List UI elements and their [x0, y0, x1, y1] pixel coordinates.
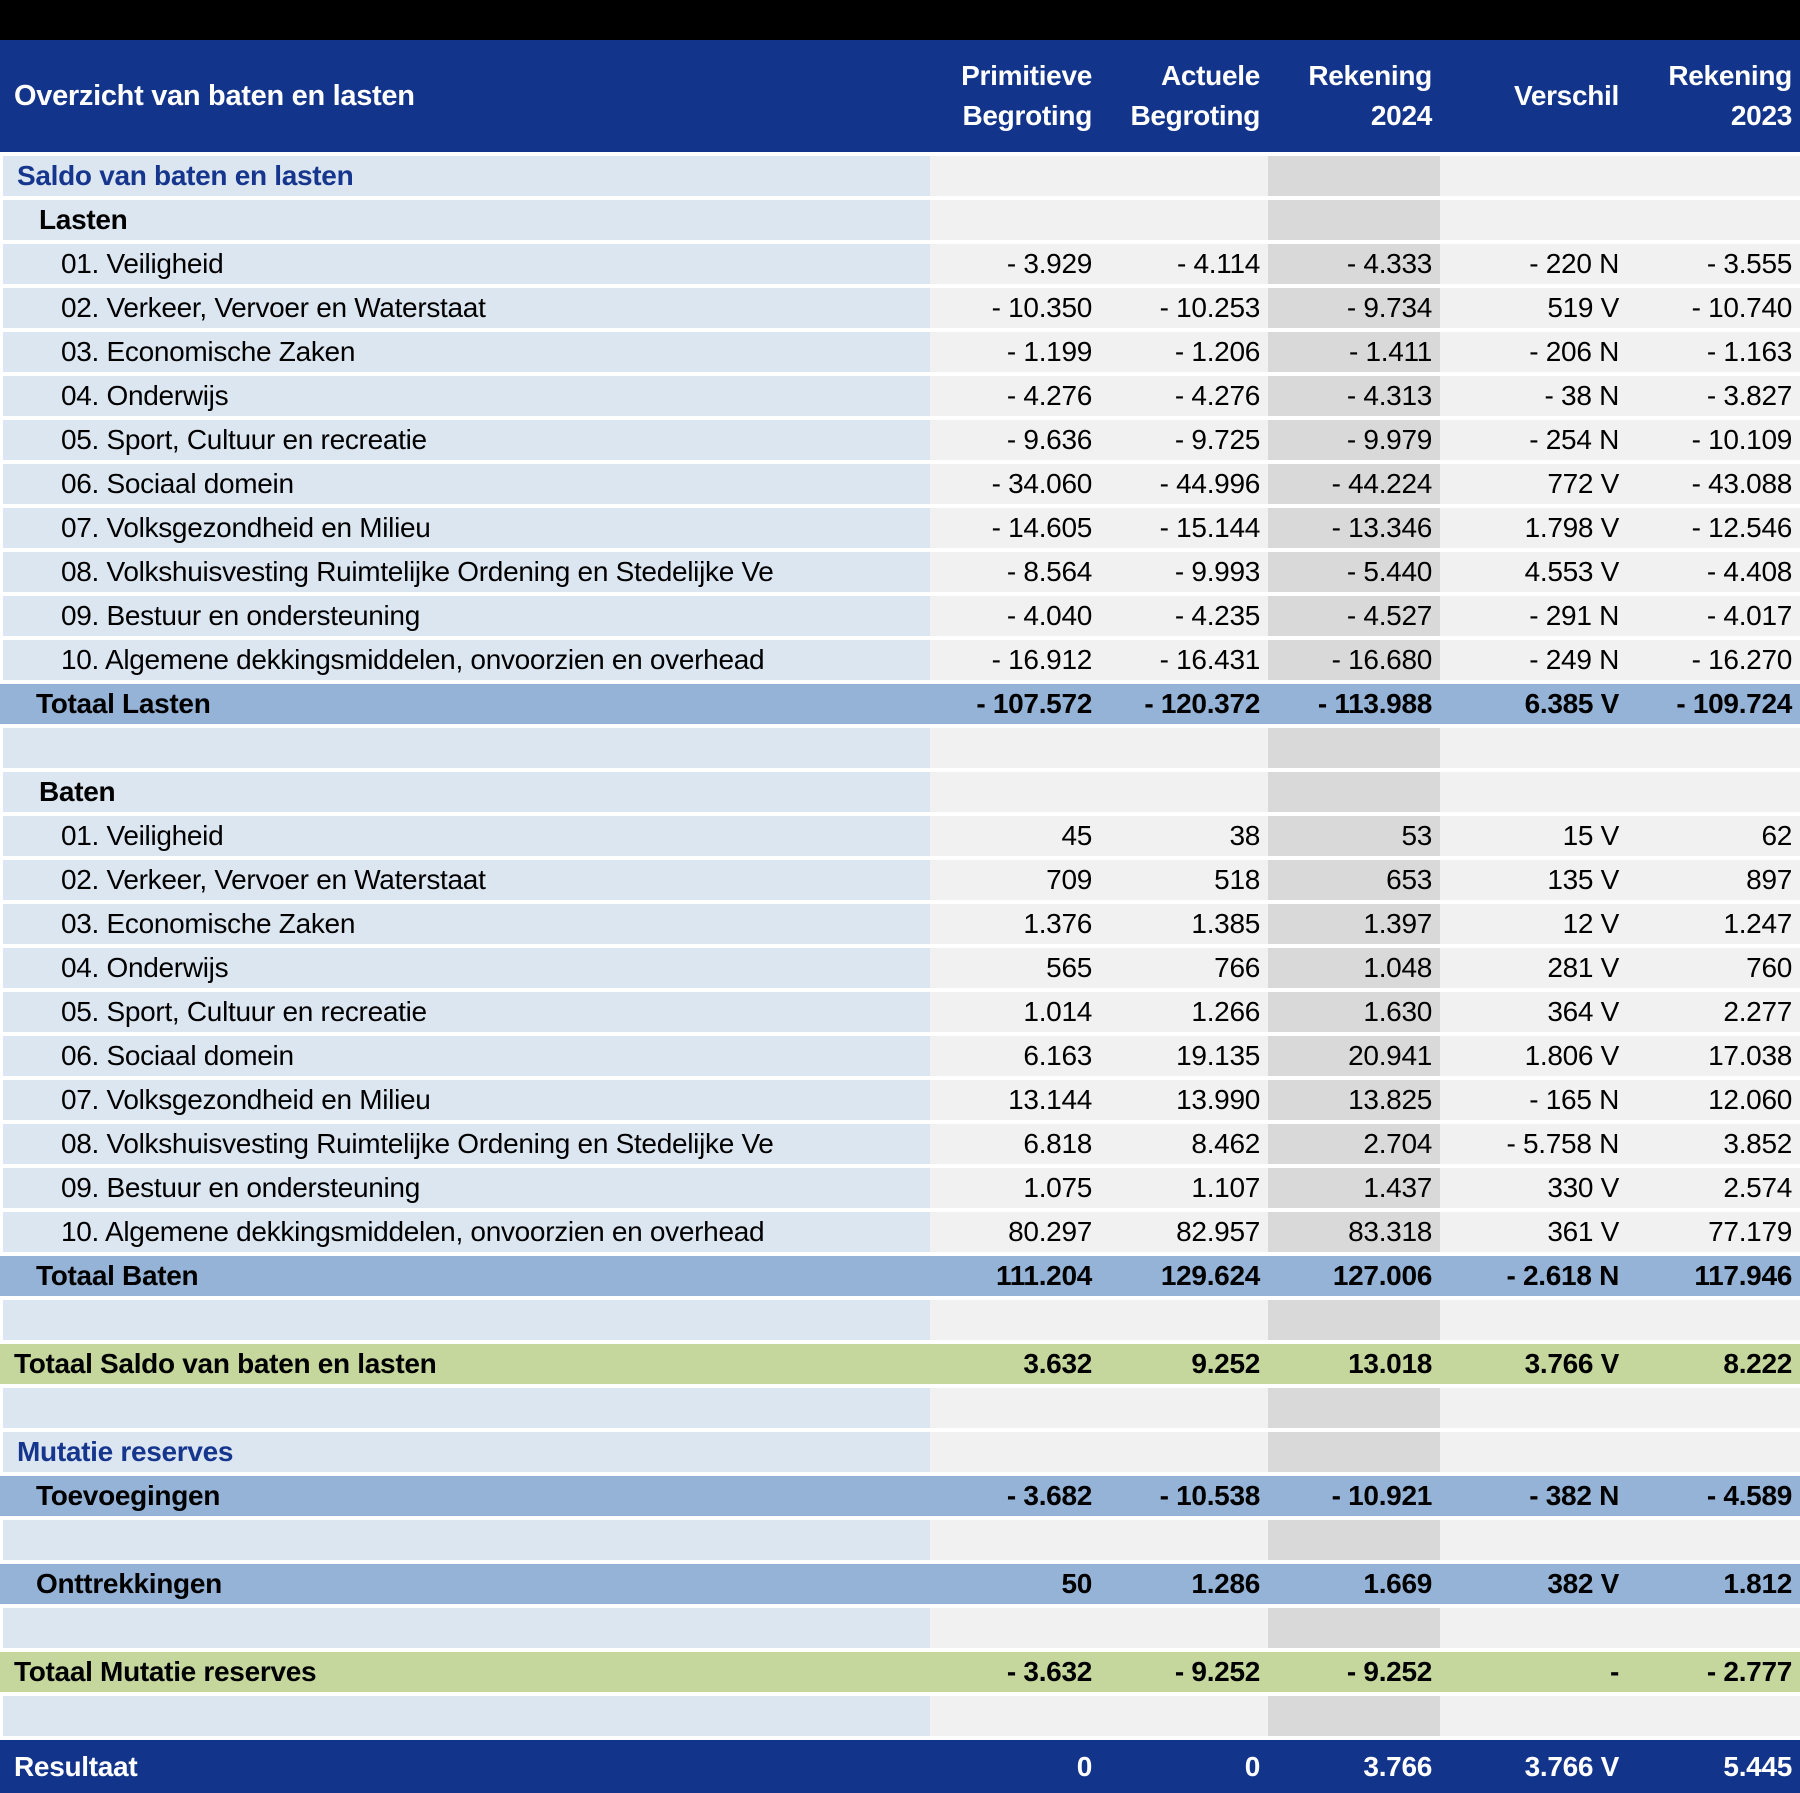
cell-actuele-begroting: 1.107 [1100, 1168, 1268, 1208]
table-row [0, 948, 1800, 988]
cell-rekening-2024 [1268, 1388, 1440, 1428]
cell-primitieve-begroting [930, 1388, 1100, 1428]
cell-verschil [1440, 1520, 1635, 1560]
cell-primitieve-begroting [930, 772, 1100, 812]
cell-verschil: - [1440, 1652, 1635, 1692]
cell-primitieve-begroting: 80.297 [930, 1212, 1100, 1252]
cell-verschil: 772 V [1440, 464, 1635, 504]
cell-actuele-begroting [1100, 1432, 1268, 1472]
cell-verschil: 6.385 V [1440, 684, 1635, 724]
cell-primitieve-begroting: - 4.040 [930, 596, 1100, 636]
table-body [0, 152, 1800, 1793]
column-header-line: 2023 [1730, 100, 1792, 131]
table-row [0, 1168, 1800, 1208]
cell-rekening-2024: 1.048 [1268, 948, 1440, 988]
cell-rekening-2023: - 2.777 [1635, 1652, 1800, 1692]
cell-rekening-2023 [1635, 1388, 1800, 1428]
cell-actuele-begroting: 1.286 [1100, 1564, 1268, 1604]
row-label: 10. Algemene dekkingsmiddelen, onvoorzien en overhead [0, 1212, 930, 1252]
cell-rekening-2023: - 4.017 [1635, 596, 1800, 636]
row-label: 07. Volksgezondheid en Milieu [0, 1080, 930, 1120]
table-row [0, 508, 1800, 548]
cell-rekening-2023: 1.247 [1635, 904, 1800, 944]
cell-verschil [1440, 1388, 1635, 1428]
cell-primitieve-begroting: 6.818 [930, 1124, 1100, 1164]
cell-actuele-begroting: 19.135 [1100, 1036, 1268, 1076]
cell-rekening-2023: 17.038 [1635, 1036, 1800, 1076]
cell-verschil [1440, 156, 1635, 196]
cell-actuele-begroting: - 1.206 [1100, 332, 1268, 372]
row-label: 10. Algemene dekkingsmiddelen, onvoorzien en overhead [0, 640, 930, 680]
cell-primitieve-begroting: 13.144 [930, 1080, 1100, 1120]
row-label: Resultaat [0, 1740, 930, 1793]
section-row [0, 156, 1800, 196]
row-label: 06. Sociaal domein [0, 464, 930, 504]
cell-rekening-2023: 760 [1635, 948, 1800, 988]
row-label: 02. Verkeer, Vervoer en Waterstaat [0, 288, 930, 328]
cell-verschil: - 254 N [1440, 420, 1635, 460]
column-header-line: 2024 [1370, 100, 1432, 131]
row-label [0, 1300, 930, 1340]
table-row [0, 816, 1800, 856]
total-row [0, 1256, 1800, 1296]
row-label [0, 728, 930, 768]
cell-verschil [1440, 1432, 1635, 1472]
cell-rekening-2024: - 4.333 [1268, 244, 1440, 284]
cell-rekening-2023 [1635, 1520, 1800, 1560]
cell-rekening-2024: 653 [1268, 860, 1440, 900]
cell-rekening-2023: - 12.546 [1635, 508, 1800, 548]
cell-verschil: - 2.618 N [1440, 1256, 1635, 1296]
cell-primitieve-begroting [930, 1432, 1100, 1472]
cell-rekening-2023: - 4.589 [1635, 1476, 1800, 1516]
cell-rekening-2024: 13.018 [1268, 1344, 1440, 1384]
cell-actuele-begroting: 9.252 [1100, 1344, 1268, 1384]
cell-rekening-2023: 62 [1635, 816, 1800, 856]
subsection-row [0, 200, 1800, 240]
column-header-line: Actuele [1160, 60, 1260, 91]
row-label: 01. Veiligheid [0, 244, 930, 284]
cell-rekening-2024 [1268, 1432, 1440, 1472]
table-row [0, 288, 1800, 328]
cell-actuele-begroting [1100, 1300, 1268, 1340]
column-header-rekening-2023 [1635, 40, 1800, 152]
row-label: 01. Veiligheid [0, 816, 930, 856]
row-label: 04. Onderwijs [0, 376, 930, 416]
cell-actuele-begroting: 766 [1100, 948, 1268, 988]
cell-rekening-2024 [1268, 156, 1440, 196]
table-row [0, 332, 1800, 372]
cell-verschil [1440, 1300, 1635, 1340]
cell-rekening-2023 [1635, 772, 1800, 812]
total-row [0, 1476, 1800, 1516]
top-black-bar [0, 0, 1800, 40]
cell-primitieve-begroting [930, 200, 1100, 240]
cell-rekening-2024 [1268, 1300, 1440, 1340]
cell-rekening-2024: 1.437 [1268, 1168, 1440, 1208]
cell-rekening-2024: 2.704 [1268, 1124, 1440, 1164]
cell-primitieve-begroting: - 9.636 [930, 420, 1100, 460]
row-label: 05. Sport, Cultuur en recreatie [0, 420, 930, 460]
row-label: Totaal Lasten [0, 684, 930, 724]
cell-primitieve-begroting: - 34.060 [930, 464, 1100, 504]
cell-actuele-begroting [1100, 772, 1268, 812]
column-header-verschil [1440, 40, 1635, 152]
row-label: Lasten [0, 200, 930, 240]
cell-primitieve-begroting: - 3.682 [930, 1476, 1100, 1516]
cell-actuele-begroting [1100, 200, 1268, 240]
column-header-line: Verschil [1513, 80, 1619, 111]
cell-primitieve-begroting: 0 [930, 1740, 1100, 1793]
row-label: Totaal Baten [0, 1256, 930, 1296]
cell-rekening-2023: - 43.088 [1635, 464, 1800, 504]
cell-actuele-begroting: - 44.996 [1100, 464, 1268, 504]
cell-actuele-begroting: 0 [1100, 1740, 1268, 1793]
cell-primitieve-begroting: - 3.632 [930, 1652, 1100, 1692]
cell-primitieve-begroting: - 8.564 [930, 552, 1100, 592]
cell-rekening-2023 [1635, 728, 1800, 768]
table-row [0, 1036, 1800, 1076]
column-header-line: Begroting [1130, 100, 1260, 131]
cell-actuele-begroting: 129.624 [1100, 1256, 1268, 1296]
cell-actuele-begroting: 38 [1100, 816, 1268, 856]
cell-rekening-2024: 1.397 [1268, 904, 1440, 944]
cell-verschil: - 382 N [1440, 1476, 1635, 1516]
cell-actuele-begroting [1100, 156, 1268, 196]
cell-verschil: 382 V [1440, 1564, 1635, 1604]
cell-rekening-2024: - 4.313 [1268, 376, 1440, 416]
cell-verschil: - 5.758 N [1440, 1124, 1635, 1164]
cell-primitieve-begroting [930, 1608, 1100, 1648]
row-label [0, 1696, 930, 1736]
cell-verschil: - 206 N [1440, 332, 1635, 372]
cell-actuele-begroting: - 9.252 [1100, 1652, 1268, 1692]
column-header-line: Begroting [962, 100, 1092, 131]
row-label: Baten [0, 772, 930, 812]
cell-rekening-2023: - 10.109 [1635, 420, 1800, 460]
row-label: 07. Volksgezondheid en Milieu [0, 508, 930, 548]
row-label: 05. Sport, Cultuur en recreatie [0, 992, 930, 1032]
row-label [0, 1608, 930, 1648]
row-label: 04. Onderwijs [0, 948, 930, 988]
cell-rekening-2023: 12.060 [1635, 1080, 1800, 1120]
cell-primitieve-begroting: 565 [930, 948, 1100, 988]
cell-rekening-2023 [1635, 200, 1800, 240]
cell-verschil [1440, 728, 1635, 768]
row-label: Toevoegingen [0, 1476, 930, 1516]
cell-verschil: 1.798 V [1440, 508, 1635, 548]
cell-rekening-2023: 1.812 [1635, 1564, 1800, 1604]
cell-actuele-begroting: 82.957 [1100, 1212, 1268, 1252]
cell-rekening-2024: 20.941 [1268, 1036, 1440, 1076]
cell-actuele-begroting [1100, 728, 1268, 768]
cell-primitieve-begroting [930, 728, 1100, 768]
cell-verschil: 519 V [1440, 288, 1635, 328]
cell-rekening-2024: - 44.224 [1268, 464, 1440, 504]
page-title: Overzicht van baten en lasten [14, 79, 415, 112]
cell-verschil: 281 V [1440, 948, 1635, 988]
table-row [0, 1080, 1800, 1120]
table-row [0, 596, 1800, 636]
cell-rekening-2024: - 113.988 [1268, 684, 1440, 724]
cell-rekening-2024: - 1.411 [1268, 332, 1440, 372]
table-row [0, 464, 1800, 504]
cell-rekening-2024: - 5.440 [1268, 552, 1440, 592]
cell-primitieve-begroting: - 1.199 [930, 332, 1100, 372]
cell-primitieve-begroting [930, 1300, 1100, 1340]
cell-actuele-begroting: - 9.725 [1100, 420, 1268, 460]
row-label: 03. Economische Zaken [0, 332, 930, 372]
row-label: 09. Bestuur en ondersteuning [0, 1168, 930, 1208]
cell-actuele-begroting: - 4.276 [1100, 376, 1268, 416]
cell-rekening-2023: 77.179 [1635, 1212, 1800, 1252]
cell-verschil [1440, 772, 1635, 812]
spacer-row [0, 1388, 1800, 1428]
cell-primitieve-begroting: - 4.276 [930, 376, 1100, 416]
cell-verschil: 15 V [1440, 816, 1635, 856]
table-row [0, 1212, 1800, 1252]
cell-primitieve-begroting: 1.075 [930, 1168, 1100, 1208]
cell-rekening-2023: - 10.740 [1635, 288, 1800, 328]
cell-rekening-2024: 3.766 [1268, 1740, 1440, 1793]
spacer-row [0, 1520, 1800, 1560]
cell-primitieve-begroting: - 107.572 [930, 684, 1100, 724]
cell-verschil: 364 V [1440, 992, 1635, 1032]
cell-primitieve-begroting: 709 [930, 860, 1100, 900]
cell-rekening-2024 [1268, 1608, 1440, 1648]
spacer-row [0, 1696, 1800, 1736]
row-label: Onttrekkingen [0, 1564, 930, 1604]
table-header-row [0, 40, 1800, 152]
cell-rekening-2024: 1.630 [1268, 992, 1440, 1032]
table-row [0, 1124, 1800, 1164]
cell-primitieve-begroting: - 10.350 [930, 288, 1100, 328]
cell-verschil: 1.806 V [1440, 1036, 1635, 1076]
cell-rekening-2023: - 4.408 [1635, 552, 1800, 592]
cell-rekening-2024: 83.318 [1268, 1212, 1440, 1252]
cell-rekening-2023: 2.277 [1635, 992, 1800, 1032]
cell-actuele-begroting: 518 [1100, 860, 1268, 900]
spacer-row [0, 728, 1800, 768]
cell-rekening-2023 [1635, 1608, 1800, 1648]
column-header-line: Rekening [1668, 60, 1792, 91]
subsection-row [0, 772, 1800, 812]
row-label: 02. Verkeer, Vervoer en Waterstaat [0, 860, 930, 900]
cell-rekening-2023 [1635, 156, 1800, 196]
cell-actuele-begroting: - 4.114 [1100, 244, 1268, 284]
result-row [0, 1740, 1800, 1793]
cell-rekening-2023: 8.222 [1635, 1344, 1800, 1384]
row-label: 03. Economische Zaken [0, 904, 930, 944]
cell-actuele-begroting [1100, 1520, 1268, 1560]
grand-total-row [0, 1652, 1800, 1692]
cell-verschil: 4.553 V [1440, 552, 1635, 592]
cell-actuele-begroting: 8.462 [1100, 1124, 1268, 1164]
cell-primitieve-begroting: 111.204 [930, 1256, 1100, 1296]
cell-rekening-2023: - 1.163 [1635, 332, 1800, 372]
cell-primitieve-begroting: 45 [930, 816, 1100, 856]
cell-rekening-2024: 1.669 [1268, 1564, 1440, 1604]
column-header-line: Rekening [1308, 60, 1432, 91]
total-row [0, 684, 1800, 724]
table-row [0, 904, 1800, 944]
cell-verschil: - 38 N [1440, 376, 1635, 416]
cell-rekening-2024: 53 [1268, 816, 1440, 856]
cell-primitieve-begroting [930, 156, 1100, 196]
cell-rekening-2024: - 13.346 [1268, 508, 1440, 548]
table-row [0, 860, 1800, 900]
cell-rekening-2024 [1268, 728, 1440, 768]
cell-rekening-2024: 127.006 [1268, 1256, 1440, 1296]
cell-actuele-begroting: 1.385 [1100, 904, 1268, 944]
cell-verschil [1440, 1608, 1635, 1648]
cell-rekening-2023: 3.852 [1635, 1124, 1800, 1164]
cell-actuele-begroting: - 10.538 [1100, 1476, 1268, 1516]
cell-rekening-2024: - 10.921 [1268, 1476, 1440, 1516]
cell-primitieve-begroting: - 14.605 [930, 508, 1100, 548]
cell-verschil: - 291 N [1440, 596, 1635, 636]
table-row [0, 640, 1800, 680]
cell-verschil: 330 V [1440, 1168, 1635, 1208]
cell-rekening-2024: - 16.680 [1268, 640, 1440, 680]
row-label: 08. Volkshuisvesting Ruimtelijke Ordening en Stedelijke Ve [0, 1124, 930, 1164]
section-row [0, 1432, 1800, 1472]
cell-rekening-2023: - 3.827 [1635, 376, 1800, 416]
cell-actuele-begroting: - 4.235 [1100, 596, 1268, 636]
cell-primitieve-begroting: 1.376 [930, 904, 1100, 944]
spacer-row [0, 1608, 1800, 1648]
cell-rekening-2023: 897 [1635, 860, 1800, 900]
cell-rekening-2023: - 3.555 [1635, 244, 1800, 284]
table-row [0, 552, 1800, 592]
cell-rekening-2024: - 4.527 [1268, 596, 1440, 636]
cell-verschil: 3.766 V [1440, 1344, 1635, 1384]
row-label: Mutatie reserves [0, 1432, 930, 1472]
cell-primitieve-begroting: 6.163 [930, 1036, 1100, 1076]
cell-actuele-begroting: 1.266 [1100, 992, 1268, 1032]
table-row [0, 992, 1800, 1032]
cell-primitieve-begroting [930, 1520, 1100, 1560]
column-header-rekening-2024 [1268, 40, 1440, 152]
cell-rekening-2024 [1268, 1696, 1440, 1736]
cell-rekening-2024: - 9.979 [1268, 420, 1440, 460]
cell-verschil: 12 V [1440, 904, 1635, 944]
total-row [0, 1564, 1800, 1604]
column-header-actuele-begroting [1100, 40, 1268, 152]
cell-actuele-begroting: - 120.372 [1100, 684, 1268, 724]
cell-primitieve-begroting: 50 [930, 1564, 1100, 1604]
cell-rekening-2023: 5.445 [1635, 1740, 1800, 1793]
table-row [0, 420, 1800, 460]
row-label: Totaal Mutatie reserves [0, 1652, 930, 1692]
cell-actuele-begroting: - 16.431 [1100, 640, 1268, 680]
row-label: 06. Sociaal domein [0, 1036, 930, 1076]
cell-actuele-begroting [1100, 1608, 1268, 1648]
cell-actuele-begroting: 13.990 [1100, 1080, 1268, 1120]
cell-actuele-begroting [1100, 1388, 1268, 1428]
cell-verschil [1440, 200, 1635, 240]
table-row [0, 244, 1800, 284]
row-label: 09. Bestuur en ondersteuning [0, 596, 930, 636]
cell-verschil [1440, 1696, 1635, 1736]
cell-rekening-2024: - 9.252 [1268, 1652, 1440, 1692]
cell-primitieve-begroting: - 16.912 [930, 640, 1100, 680]
column-header-line: Primitieve [961, 60, 1092, 91]
cell-rekening-2024 [1268, 1520, 1440, 1560]
cell-primitieve-begroting: - 3.929 [930, 244, 1100, 284]
cell-primitieve-begroting: 3.632 [930, 1344, 1100, 1384]
cell-verschil: 361 V [1440, 1212, 1635, 1252]
cell-rekening-2024: - 9.734 [1268, 288, 1440, 328]
cell-verschil: 135 V [1440, 860, 1635, 900]
cell-verschil: - 249 N [1440, 640, 1635, 680]
cell-rekening-2023: 2.574 [1635, 1168, 1800, 1208]
spacer-row [0, 1300, 1800, 1340]
cell-verschil: - 220 N [1440, 244, 1635, 284]
cell-rekening-2024 [1268, 772, 1440, 812]
cell-rekening-2023 [1635, 1696, 1800, 1736]
cell-actuele-begroting [1100, 1696, 1268, 1736]
cell-rekening-2023: - 16.270 [1635, 640, 1800, 680]
grand-total-row [0, 1344, 1800, 1384]
cell-actuele-begroting: - 10.253 [1100, 288, 1268, 328]
cell-verschil: - 165 N [1440, 1080, 1635, 1120]
cell-rekening-2023: 117.946 [1635, 1256, 1800, 1296]
row-label [0, 1388, 930, 1428]
cell-actuele-begroting: - 15.144 [1100, 508, 1268, 548]
cell-rekening-2023: - 109.724 [1635, 684, 1800, 724]
cell-rekening-2024: 13.825 [1268, 1080, 1440, 1120]
table-row [0, 376, 1800, 416]
cell-rekening-2024 [1268, 200, 1440, 240]
row-label: Totaal Saldo van baten en lasten [0, 1344, 930, 1384]
cell-primitieve-begroting [930, 1696, 1100, 1736]
cell-rekening-2023 [1635, 1300, 1800, 1340]
cell-rekening-2023 [1635, 1432, 1800, 1472]
column-header-primitieve-begroting [930, 40, 1100, 152]
cell-primitieve-begroting: 1.014 [930, 992, 1100, 1032]
row-label [0, 1520, 930, 1560]
cell-verschil: 3.766 V [1440, 1740, 1635, 1793]
row-label: Saldo van baten en lasten [0, 156, 930, 196]
row-label: 08. Volkshuisvesting Ruimtelijke Ordening en Stedelijke Ve [0, 552, 930, 592]
cell-actuele-begroting: - 9.993 [1100, 552, 1268, 592]
